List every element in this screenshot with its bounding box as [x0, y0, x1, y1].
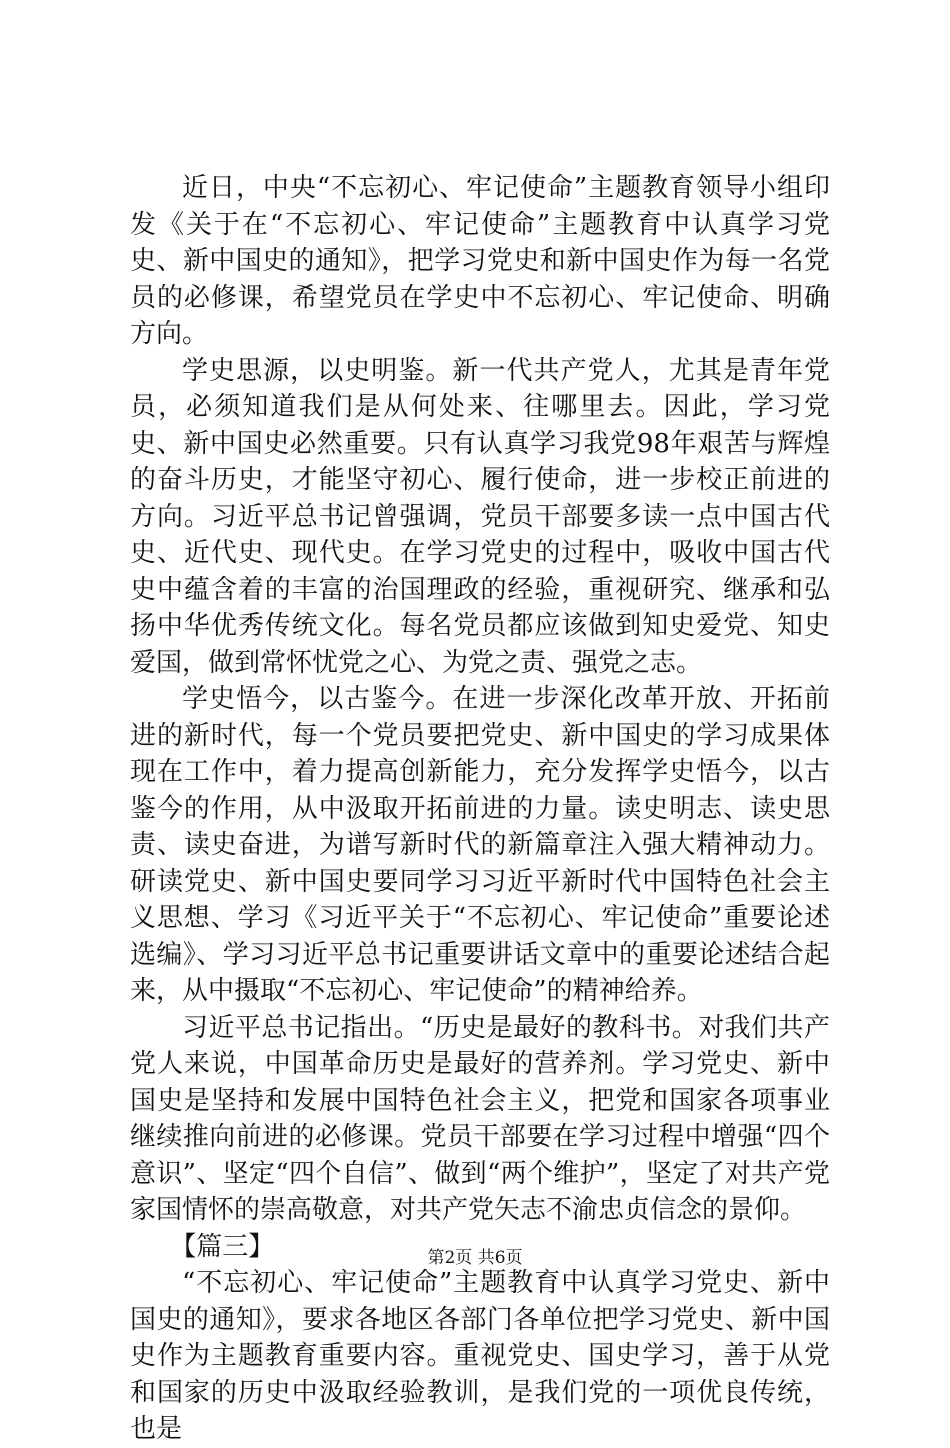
- paragraph-learn-history-source: 学史思源，以史明鉴。新一代共产党人，尤其是青年党员，必须知道我们是从何处来、往哪里去。因此，学习党史、新中国史必然重要。只有认真学习我党98年艰苦与辉煌的奋斗历史，才能坚守初心、履行使命，进一步校正前进的方向。习近平总书记曾强调，党员干部要多读一点中国古代史、近代史、现代史。在学习党史的过程中，吸收中国古代史中蕴含着的丰富的治国理政的经验，重视研究、继承和弘扬中华优秀传统文化。每名党员都应该做到知史爱党、知史爱国，做到常怀忧党之心、为党之责、强党之志。: [130, 355, 830, 678]
- paragraph-learn-history-present: 学史悟今，以古鉴今。在进一步深化改革开放、开拓前进的新时代，每一个党员要把党史、新中国史的学习成果体现在工作中，着力提高创新能力，充分发挥学史悟今，以古鉴今的作用，从中汲取开拓前进的力量。读史明志、读史思责、读史奋进，为谱写新时代的新篇章注入强大精神动力。研读党史、新中国史要同学习习近平新时代中国特色社会主义思想、学习《习近平关于“不忘初心、牢记使命”重要论述选编》、学习习近平总书记重要讲话文章中的重要论述结合起来，从中摄取“不忘初心、牢记使命”的精神给养。: [130, 684, 830, 1006]
- page-footer: 第2页 共6页: [427, 1248, 523, 1268]
- paragraph-part-three: “不忘初心、牢记使命”主题教育中认真学习党史、新中国史的通知》，要求各地区各部门各单位把学习党史、新中国史作为主题教育重要内容。重视党史、国史学习，善于从党和国家的历史中汲取经验教训，是我们党的一项优良传统，也是: [130, 1268, 830, 1444]
- paragraph-intro: 近日，中央“不忘初心、牢记使命”主题教育领导小组印发《关于在“不忘初心、牢记使命”主题教育中认真学习党史、新中国史的通知》，把学习党史和新中国史作为每一名党员的必修课，希望党员在学史中不忘初心、牢记使命、明确方向。: [130, 173, 830, 349]
- section-heading-part-three: 【篇三】: [170, 1231, 275, 1262]
- paragraph-xi-quote: 习近平总书记指出。“历史是最好的教科书。对我们共产党人来说，中国革命历史是最好的营养剂。学习党史、新中国史是坚持和发展中国特色社会主义，把党和国家各项事业继续推向前进的必修课。党员干部要在学习过程中增强“四个意识”、坚定“四个自信”、做到“两个维护”，坚定了对共产党家国情怀的崇高敬意，对共产党矢志不渝忠贞信念的景仰。: [130, 1012, 830, 1225]
